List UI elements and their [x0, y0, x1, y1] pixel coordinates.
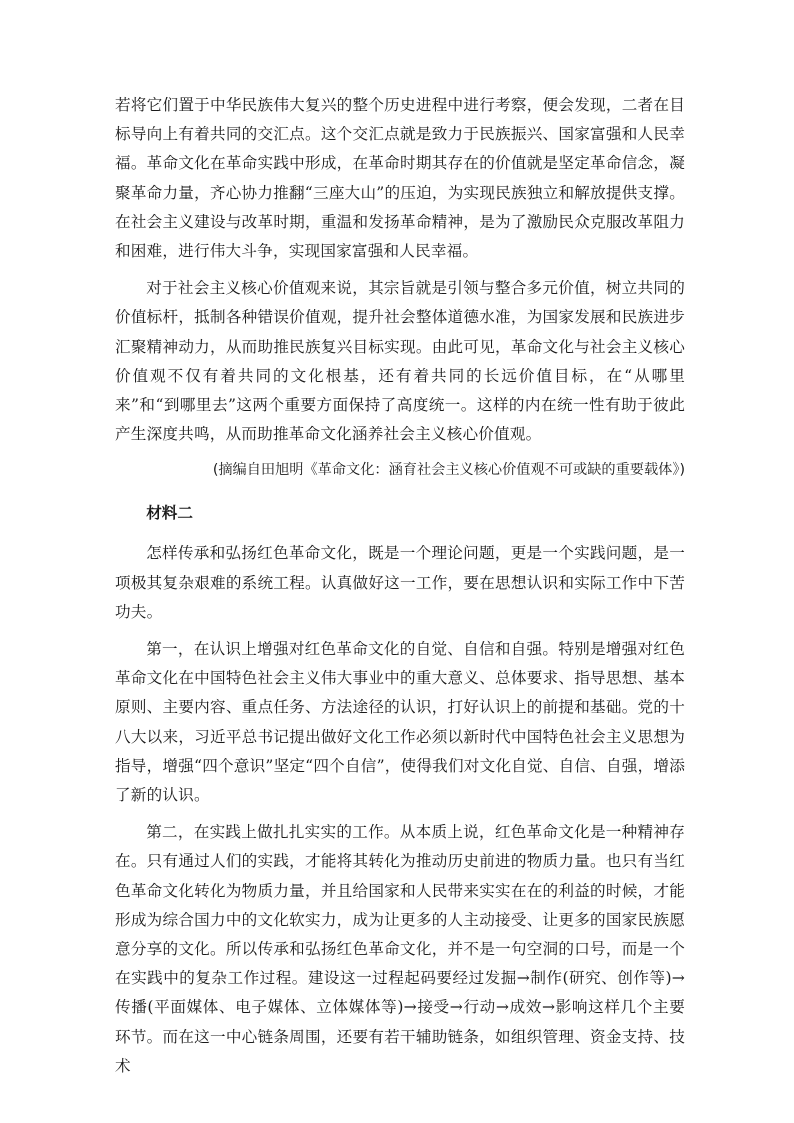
- paragraph-core-values: 对于社会主义核心价值观来说，其宗旨就是引领与整合多元价值，树立共同的价值标杆，抵制各种错误价值观，提升社会整体道德水准，为国家发展和民族进步汇聚精神动力，从而助推民族复兴目标实现。由此可见，革命文化与社会主义核心价值观不仅有着共同的文化根基，还有着共同的长远价值目标，在“从哪里来”和“到哪里去”这两个重要方面保持了高度统一。这样的内在统一性有助于彼此产生深度共鸣，从而助推革命文化涵养社会主义核心价值观。: [115, 279, 685, 444]
- paragraph-gap: [115, 627, 685, 635]
- paragraph-material1-continuation: 若将它们置于中华民族伟大复兴的整个历史进程中进行考察，便会发现，二者在目标导向上有着共同的交汇点。这个交汇点就是致力于民族振兴、国家富强和人民幸福。革命文化在革命实践中形成，在革命时期其存在的价值就是坚定革命信念，凝聚革命力量，齐心协力推翻“三座大山”的压迫，为实现民族独立和解放提供支撑。在社会主义建设与改革时期，重温和发扬革命精神，是为了激励民众克服改革阻力和困难，进行伟大斗争，实现国家富强和人民幸福。: [115, 96, 685, 261]
- paragraph-gap: [115, 810, 685, 818]
- source-citation: (摘编自田旭明《革命文化：涵育社会主义核心价值观不可或缺的重要载体》): [212, 462, 685, 479]
- section-heading-material2: 材料二: [146, 504, 193, 523]
- document-page: [115, 91, 685, 1081]
- paragraph-first-point: 第一，在认识上增强对红色革命文化的自觉、自信和自强。特别是增强对红色革命文化在中国特色社会主义伟大事业中的重大意义、总体要求、指导思想、基本原则、主要内容、重点任务、方法途径的认识，打好认识上的前提和基础。党的十八大以来，习近平总书记提出做好文化工作必须以新时代中国特色社会主义思想为指导，增强“四个意识”坚定“四个自信”，使得我们对文化自觉、自信、自强，增添了新的认识。: [115, 640, 685, 805]
- paragraph-intro: 怎样传承和弘扬红色革命文化，既是一个理论问题，更是一个实践问题，是一项极其复杂艰难的系统工程。认真做好这一工作，要在思想认识和实际工作中下苦功夫。: [115, 544, 685, 621]
- paragraph-second-point: 第二，在实践上做扎扎实实的工作。从本质上说，红色革命文化是一种精神存在。只有通过人们的实践，才能将其转化为推动历史前进的物质力量。也只有当红色革命文化转化为物质力量，并且给国家和人民带来实实在在的利益的时候，才能形成为综合国力中的文化软实力，成为让更多的人主动接受、让更多的国家民族愿意分享的文化。所以传承和弘扬红色革命文化，并不是一句空洞的口号，而是一个在实践中的复杂工作过程。建设这一过程起码要经过发掘→制作(研究、创作等)→传播(平面媒体、电子媒体、立体媒体等)→接受→行动→成效→影响这样几个主要环节。而在这一中心链条周围，还要有若干辅助链条，如组织管理、资金支持、技术: [115, 823, 685, 1075]
- paragraph-gap: [115, 266, 685, 274]
